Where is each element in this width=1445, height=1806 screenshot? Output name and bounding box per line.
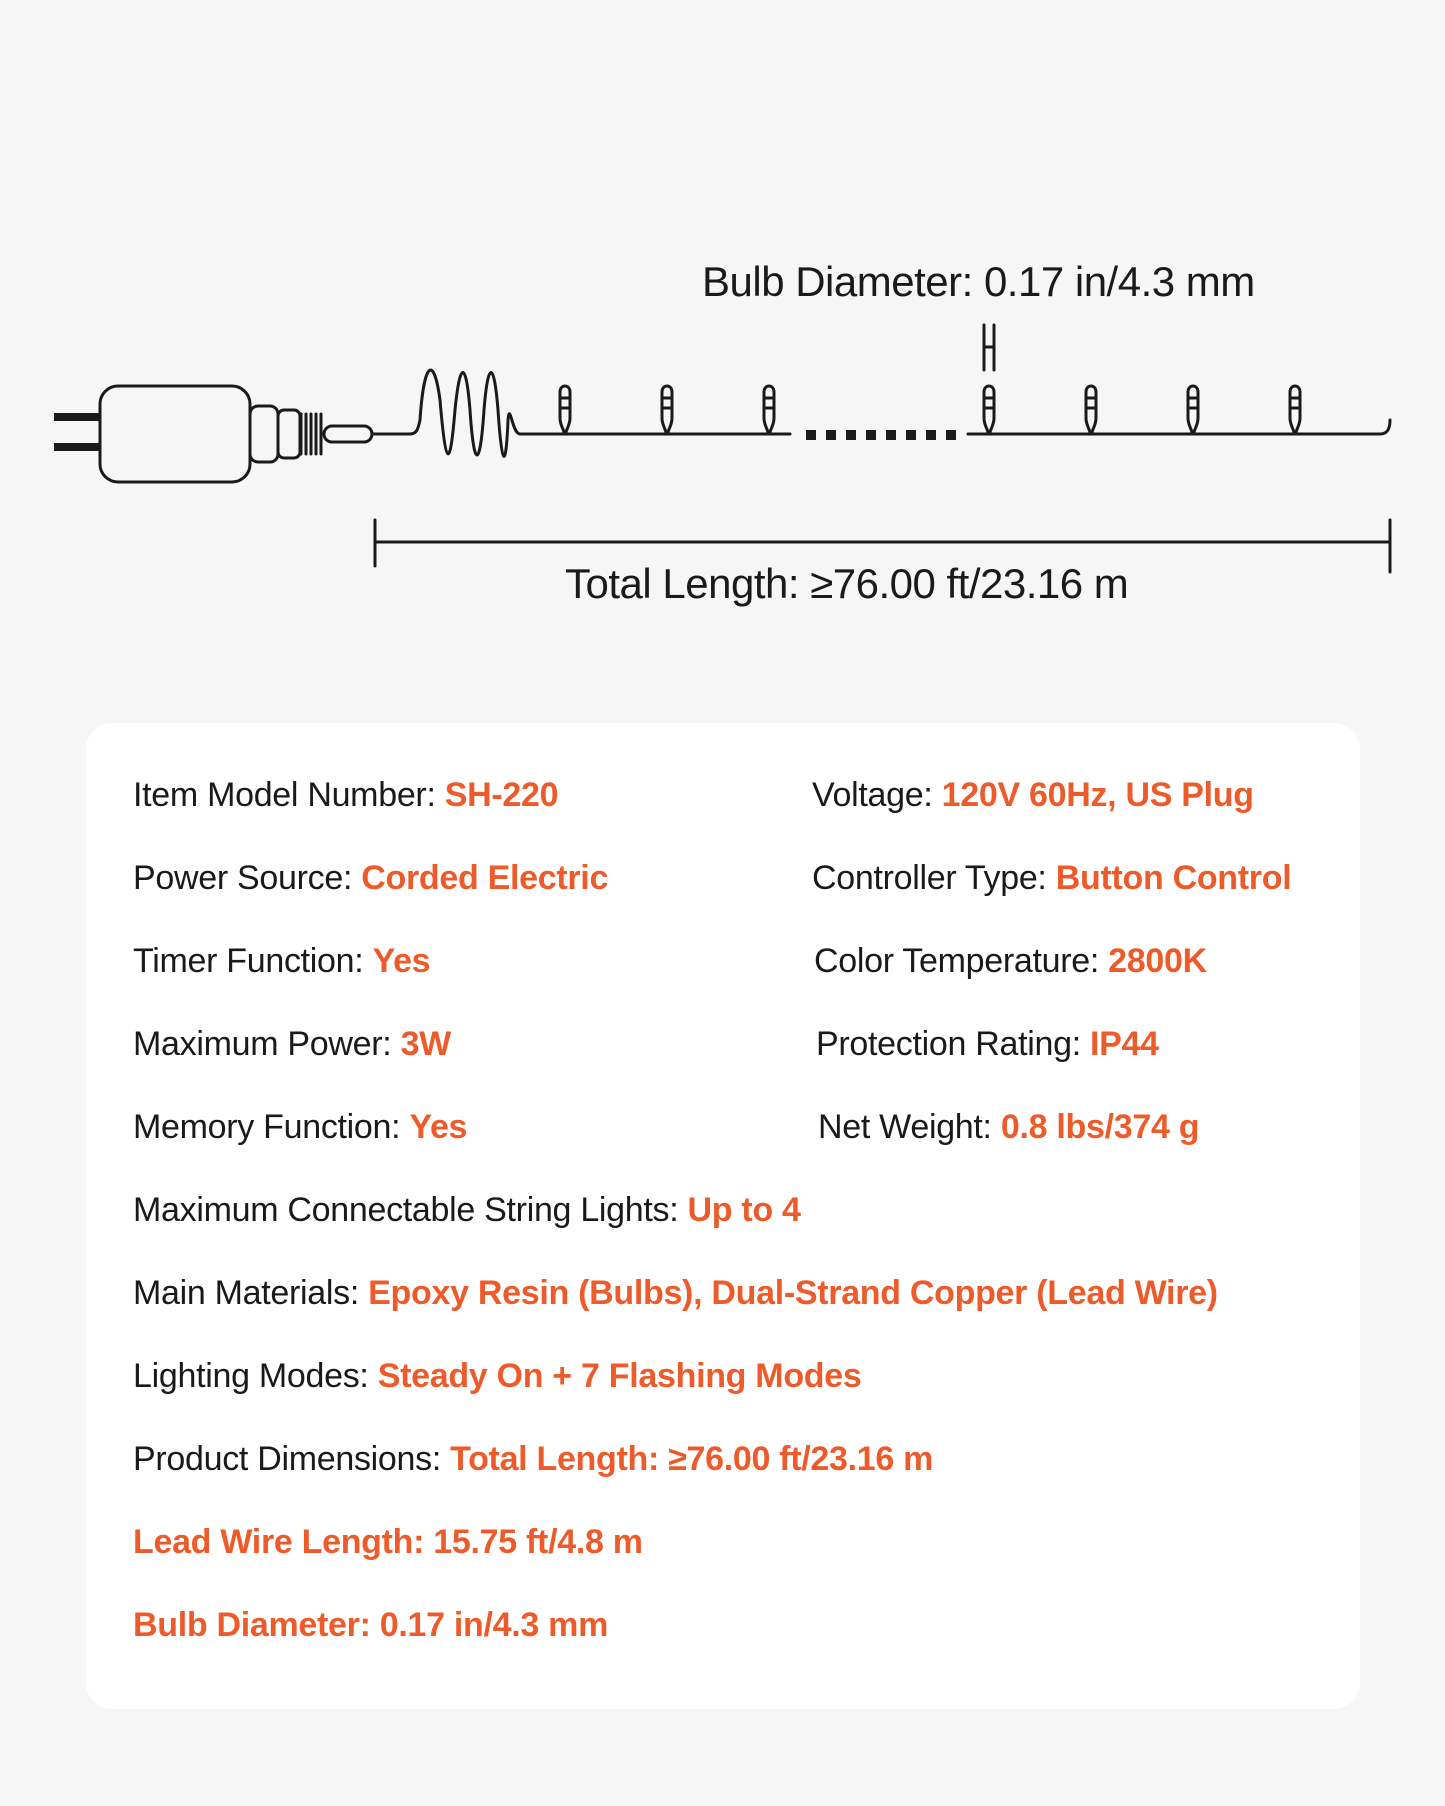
spec-max-connectable <box>133 1191 801 1230</box>
spec-product-dimensions <box>133 1440 933 1479</box>
spec-controller-type <box>812 859 1291 898</box>
spec-net-weight <box>818 1108 1199 1147</box>
spec-main-materials <box>133 1274 1218 1313</box>
spec-value: SH-220 <box>444 776 559 814</box>
spec-label: Timer Function: <box>133 942 373 980</box>
string-light-drawing <box>0 0 1445 640</box>
spec-label: Memory Function: <box>133 1108 410 1146</box>
spec-power-source <box>133 859 608 898</box>
bulb-6 <box>1188 386 1198 432</box>
spec-lead-wire-length <box>133 1523 643 1562</box>
spec-memory-function <box>133 1108 467 1147</box>
bulb-diameter-label: Bulb Diameter: 0.17 in/4.3 mm <box>702 258 1255 305</box>
spec-label: Protection Rating: <box>816 1025 1091 1063</box>
spec-value: 3W <box>400 1025 451 1063</box>
spec-label: Voltage: <box>812 776 942 814</box>
bulb-1 <box>560 386 570 432</box>
spec-label: Product Dimensions: <box>133 1440 451 1478</box>
bulb-4 <box>984 386 994 432</box>
spec-value: Steady On + 7 Flashing Modes <box>377 1357 862 1395</box>
spec-value: Total Length: ≥76.00 ft/23.16 m <box>450 1440 934 1478</box>
spec-value: Bulb Diameter: 0.17 in/4.3 mm <box>133 1606 609 1644</box>
spec-value: 2800K <box>1108 942 1207 980</box>
spec-label: Lighting Modes: <box>133 1357 378 1395</box>
spec-label: Maximum Connectable String Lights: <box>133 1191 688 1229</box>
spec-label: Power Source: <box>133 859 362 897</box>
connector-nut <box>278 410 300 458</box>
spec-value: IP44 <box>1090 1025 1159 1063</box>
spec-value: Yes <box>409 1108 468 1146</box>
string-light-diagram <box>0 0 1445 640</box>
spec-label: Controller Type: <box>812 859 1056 897</box>
spec-value: Epoxy Resin (Bulbs), Dual-Strand Copper (Lead Wire) <box>368 1274 1218 1312</box>
spec-value: 120V 60Hz, US Plug <box>941 776 1254 814</box>
bulb-7 <box>1290 386 1300 432</box>
spec-bulb-diameter <box>133 1606 608 1645</box>
connector-body <box>250 406 278 462</box>
spec-maximum-power <box>133 1025 451 1064</box>
continuation-dots <box>806 430 956 440</box>
controller-box <box>100 386 250 482</box>
spec-value: Lead Wire Length: 15.75 ft/4.8 m <box>133 1523 643 1561</box>
connector-thread <box>301 414 321 454</box>
string-wire-right <box>968 420 1390 434</box>
spec-lighting-modes <box>133 1357 861 1396</box>
spec-label: Item Model Number: <box>133 776 445 814</box>
spec-timer-function <box>133 942 430 981</box>
bulb-2 <box>662 386 672 432</box>
spec-value: Button Control <box>1055 859 1292 897</box>
spec-value: Up to 4 <box>687 1191 801 1229</box>
lead-wire-coil <box>372 370 550 456</box>
bulb-5 <box>1086 386 1096 432</box>
spec-label: Color Temperature: <box>814 942 1109 980</box>
connector-tail <box>324 426 372 442</box>
plug-prong-bottom <box>54 443 100 451</box>
spec-voltage <box>812 776 1254 815</box>
spec-value: Yes <box>372 942 431 980</box>
spec-value: 0.8 lbs/374 g <box>1000 1108 1200 1146</box>
bulb-diameter-marker <box>984 325 994 370</box>
specs-card <box>86 723 1360 1709</box>
spec-label: Main Materials: <box>133 1274 369 1312</box>
spec-value: Corded Electric <box>361 859 609 897</box>
total-length-label: Total Length: ≥76.00 ft/23.16 m <box>565 560 1129 607</box>
spec-color-temperature <box>814 942 1207 981</box>
spec-label: Maximum Power: <box>133 1025 401 1063</box>
plug-prong-top <box>54 413 100 421</box>
spec-protection-rating <box>816 1025 1159 1064</box>
spec-item-model-number <box>133 776 558 815</box>
bulb-3 <box>764 386 774 432</box>
spec-label: Net Weight: <box>818 1108 1001 1146</box>
